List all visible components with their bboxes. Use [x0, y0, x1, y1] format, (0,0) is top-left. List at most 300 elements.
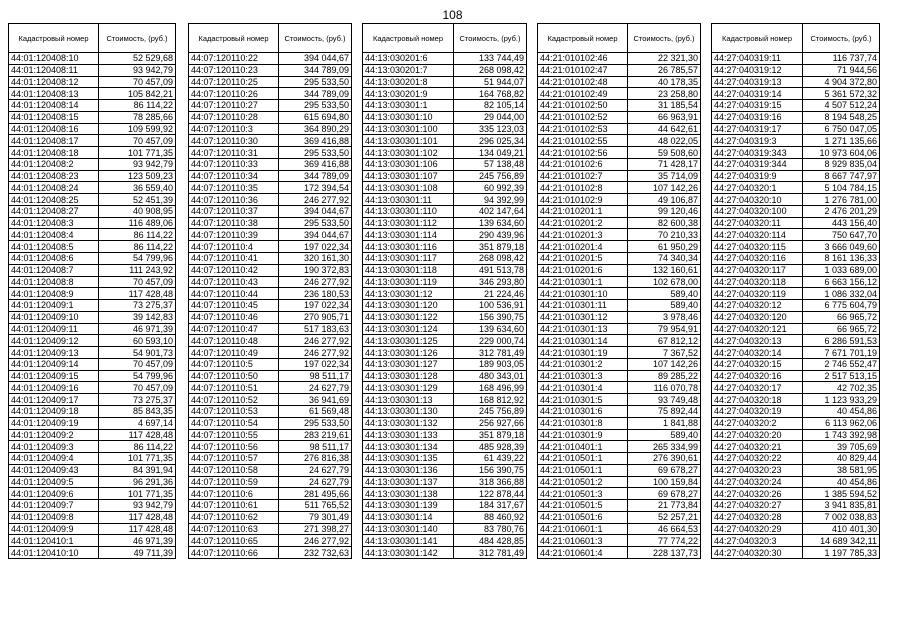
table-row: [363, 370, 527, 382]
cadastral-number: 44:21:010301:3: [538, 370, 628, 382]
table-row: [538, 123, 701, 135]
cost-value: 485 928,39: [454, 441, 527, 453]
cost-value: 290 439,96: [454, 229, 527, 241]
table-row: [9, 382, 176, 394]
cadastral-number: 44:21:010201:1: [538, 205, 628, 217]
cost-value: 123 509,23: [99, 170, 176, 182]
table-row: [9, 182, 176, 194]
cost-value: 369 416,88: [279, 135, 352, 147]
cadastral-number: 44:27:040320:118: [712, 276, 803, 288]
cost-value: 6 775 604,79: [803, 300, 880, 312]
cost-value: 116 737,74: [803, 53, 880, 65]
cost-value: 4 697,14: [99, 417, 176, 429]
table-row: [9, 158, 176, 170]
cost-value: 132 160,61: [628, 264, 701, 276]
cadastral-number: 44:27:040320:20: [712, 429, 803, 441]
cost-value: 117 428,48: [99, 429, 176, 441]
cost-value: 8 667 747,97: [803, 170, 880, 182]
cost-value: 49 711,39: [99, 547, 176, 559]
cost-value: 54 799,96: [99, 253, 176, 265]
table-row: [9, 64, 176, 76]
cost-value: 318 366,88: [454, 476, 527, 488]
cadastral-number: 44:07:120110:38: [189, 217, 279, 229]
cadastral-number: 44:01:120408:6: [9, 253, 99, 265]
table-row: [9, 88, 176, 100]
cost-value: 312 781,49: [454, 347, 527, 359]
table-row: [189, 394, 352, 406]
cadastral-number: 44:07:120110:25: [189, 76, 279, 88]
cost-value: 75 892,44: [628, 405, 701, 417]
table-row: [538, 64, 701, 76]
cost-value: 295 533,50: [279, 76, 352, 88]
cost-value: 89 285,22: [628, 370, 701, 382]
table-row: [538, 405, 701, 417]
table-row: [538, 347, 701, 359]
cost-value: 364 890,29: [279, 123, 352, 135]
cost-value: 351 879,18: [454, 429, 527, 441]
table-row: [189, 429, 352, 441]
table-row: [538, 323, 701, 335]
cadastral-number: 44:01:120408:11: [9, 64, 99, 76]
table-row: [9, 217, 176, 229]
cost-value: 7 367,52: [628, 347, 701, 359]
cadastral-number: 44:27:040319:12: [712, 64, 803, 76]
cadastral-number: 44:13:030301:107: [363, 170, 454, 182]
cadastral-number: 44:21:010601:3: [538, 535, 628, 547]
cost-value: 52 529,68: [99, 53, 176, 65]
cost-value: 86 114,22: [99, 100, 176, 112]
cost-value: 49 106,87: [628, 194, 701, 206]
cadastre-table-1: [8, 23, 176, 559]
cost-value: 36 559,40: [99, 182, 176, 194]
table-row: [363, 405, 527, 417]
cadastral-number: 44:21:010102:8: [538, 182, 628, 194]
cadastral-number: 44:27:040319:16: [712, 111, 803, 123]
cost-value: 70 457,09: [99, 382, 176, 394]
cadastral-number: 44:07:120110:52: [189, 394, 279, 406]
cost-value: 10 973 604,06: [803, 147, 880, 159]
table-row: [712, 511, 880, 523]
cost-value: 85 843,35: [99, 405, 176, 417]
cadastral-number: 44:01:120408:2: [9, 158, 99, 170]
cadastral-number: 44:07:120110:42: [189, 264, 279, 276]
table-row: [189, 182, 352, 194]
table-row: [189, 547, 352, 559]
table-row: [9, 229, 176, 241]
table-row: [538, 511, 701, 523]
cost-value: 265 334,99: [628, 441, 701, 453]
table-row: [712, 170, 880, 182]
cost-value: 98 511,17: [279, 370, 352, 382]
cost-value: 346 293,80: [454, 276, 527, 288]
table-row: [712, 405, 880, 417]
table-row: [363, 347, 527, 359]
cost-value: 39 142,83: [99, 311, 176, 323]
cost-value: 51 944,07: [454, 76, 527, 88]
cadastral-number: 44:21:010102:47: [538, 64, 628, 76]
table-row: [189, 229, 352, 241]
cost-value: 109 599,92: [99, 123, 176, 135]
cadastre-table-2: [188, 23, 352, 559]
cost-value: 82 105,14: [454, 100, 527, 112]
cadastral-number: 44:13:030301:120: [363, 300, 454, 312]
cadastral-number: 44:21:010301:19: [538, 347, 628, 359]
table-row: [363, 194, 527, 206]
cadastral-number: 44:21:010102:56: [538, 147, 628, 159]
table-row: [9, 205, 176, 217]
cadastral-number: 44:01:120409:11: [9, 323, 99, 335]
cost-value: 69 678,27: [628, 488, 701, 500]
cadastral-number: 44:21:010301:14: [538, 335, 628, 347]
table-row: [9, 276, 176, 288]
cadastral-number: 44:27:040320:22: [712, 453, 803, 465]
cost-value: 5 104 784,15: [803, 182, 880, 194]
table-row: [538, 182, 701, 194]
cost-value: 8 161 136,33: [803, 253, 880, 265]
table-row: [189, 88, 352, 100]
cost-value: 394 044,67: [279, 229, 352, 241]
cadastral-number: 44:21:010301:13: [538, 323, 628, 335]
cost-value: 320 161,30: [279, 253, 352, 265]
table-row: [363, 453, 527, 465]
table-row: [712, 441, 880, 453]
cost-value: 6 663 156,12: [803, 276, 880, 288]
cadastral-number: 44:27:040320:29: [712, 523, 803, 535]
cadastral-number: 44:13:030301:11: [363, 194, 454, 206]
cost-value: 168 812,92: [454, 394, 527, 406]
cost-value: 133 744,49: [454, 53, 527, 65]
cadastral-number: 44:01:120408:23: [9, 170, 99, 182]
cost-value: 54 799,96: [99, 370, 176, 382]
cost-value: 312 781,49: [454, 547, 527, 559]
cost-value: 70 457,09: [99, 76, 176, 88]
table-row: [189, 523, 352, 535]
cost-value: 511 765,52: [279, 500, 352, 512]
cadastral-number: 44:21:010301:6: [538, 405, 628, 417]
cost-value: 139 634,60: [454, 323, 527, 335]
cadastral-number: 44:13:030301:125: [363, 335, 454, 347]
cost-value: 74 340,34: [628, 253, 701, 265]
table-row: [9, 323, 176, 335]
cadastral-number: 44:13:030201:7: [363, 64, 454, 76]
cadastral-number: 44:21:010501:6: [538, 511, 628, 523]
cadastral-number: 44:21:010301:4: [538, 382, 628, 394]
cost-value: 66 965,72: [803, 323, 880, 335]
table-row: [189, 111, 352, 123]
cadastral-number: 44:21:010301:12: [538, 311, 628, 323]
cadastral-number: 44:13:030301:135: [363, 453, 454, 465]
cadastral-number: 44:01:120409:8: [9, 511, 99, 523]
table-row: [189, 511, 352, 523]
cost-value: 229 000,74: [454, 335, 527, 347]
table-row: [9, 358, 176, 370]
table-row: [189, 405, 352, 417]
table-row: [189, 264, 352, 276]
table-row: [538, 100, 701, 112]
cost-value: 122 878,44: [454, 488, 527, 500]
cost-value: 197 022,34: [279, 300, 352, 312]
cost-value: 295 533,50: [279, 100, 352, 112]
cost-value: 73 275,37: [99, 300, 176, 312]
table-row: [538, 500, 701, 512]
table-row: [712, 53, 880, 65]
cadastral-number: 44:01:120409:16: [9, 382, 99, 394]
cost-value: 295 533,50: [279, 217, 352, 229]
cadastral-number: 44:27:040320:28: [712, 511, 803, 523]
cost-value: 7 671 701,19: [803, 347, 880, 359]
table-row: [712, 229, 880, 241]
cost-value: 23 258,80: [628, 88, 701, 100]
table-row: [189, 323, 352, 335]
table-row: [363, 111, 527, 123]
cost-value: 2 517 513,15: [803, 370, 880, 382]
cost-value: 589,40: [628, 429, 701, 441]
cost-value: 256 927,66: [454, 417, 527, 429]
table-row: [363, 441, 527, 453]
table-row: [538, 158, 701, 170]
cost-value: 1 276 781,00: [803, 194, 880, 206]
table-row: [363, 76, 527, 88]
cadastral-number: 44:21:010102:7: [538, 170, 628, 182]
table-row: [363, 288, 527, 300]
cost-value: 1 271 135,66: [803, 135, 880, 147]
table-row: [712, 394, 880, 406]
cadastral-number: 44:01:120408:7: [9, 264, 99, 276]
cadastral-number: 44:27:040320:12: [712, 300, 803, 312]
cost-value: 69 678,27: [628, 464, 701, 476]
table-row: [189, 241, 352, 253]
cost-value: 111 243,92: [99, 264, 176, 276]
table-row: [538, 382, 701, 394]
cost-value: 8 929 835,04: [803, 158, 880, 170]
cadastral-number: 44:21:010301:2: [538, 358, 628, 370]
table-row: [9, 123, 176, 135]
cadastral-number: 44:07:120110:5: [189, 358, 279, 370]
cost-value: 88 460,92: [454, 511, 527, 523]
cost-value: 615 694,80: [279, 111, 352, 123]
cost-value: 245 756,89: [454, 170, 527, 182]
header-cost: Стоимость, (руб.): [99, 24, 176, 53]
cost-value: 60 992,39: [454, 182, 527, 194]
cadastre-table-5: [711, 23, 880, 559]
cadastral-number: 44:13:030301:118: [363, 264, 454, 276]
cadastral-number: 44:13:030301:139: [363, 500, 454, 512]
cadastral-number: 44:07:120110:28: [189, 111, 279, 123]
cadastral-number: 44:01:120409:4: [9, 453, 99, 465]
cadastral-number: 44:07:120110:50: [189, 370, 279, 382]
table-row: [712, 311, 880, 323]
cost-value: 44 642,61: [628, 123, 701, 135]
table-row: [712, 429, 880, 441]
cadastral-number: 44:01:120409:1: [9, 300, 99, 312]
cadastral-number: 44:13:030301:142: [363, 547, 454, 559]
cadastral-number: 44:01:120408:16: [9, 123, 99, 135]
cadastral-number: 44:13:030301:117: [363, 253, 454, 265]
table-row: [189, 135, 352, 147]
cadastral-number: 44:21:010301:11: [538, 300, 628, 312]
table-row: [363, 464, 527, 476]
table-row: [9, 547, 176, 559]
cost-value: 70 457,09: [99, 276, 176, 288]
cadastral-number: 44:27:040319:14: [712, 88, 803, 100]
cost-value: 197 022,34: [279, 358, 352, 370]
header-number: Кадастровый номер: [189, 24, 279, 53]
table-row: [712, 476, 880, 488]
cost-value: 184 317,67: [454, 500, 527, 512]
table-row: [538, 264, 701, 276]
cost-value: 46 971,39: [99, 535, 176, 547]
table-row: [9, 488, 176, 500]
cadastral-number: 44:13:030301:106: [363, 158, 454, 170]
table-row: [712, 276, 880, 288]
cost-value: 228 137,73: [628, 547, 701, 559]
cadastral-number: 44:07:120110:6: [189, 488, 279, 500]
cadastral-number: 44:07:120110:31: [189, 147, 279, 159]
table-row: [189, 288, 352, 300]
cadastral-number: 44:13:030301:101: [363, 135, 454, 147]
table-row: [538, 370, 701, 382]
table-row: [712, 323, 880, 335]
table-row: [9, 476, 176, 488]
cadastral-number: 44:27:040319:344: [712, 158, 803, 170]
cadastral-number: 44:07:120110:23: [189, 64, 279, 76]
table-row: [712, 382, 880, 394]
table-row: [189, 464, 352, 476]
cost-value: 270 905,71: [279, 311, 352, 323]
table-row: [9, 523, 176, 535]
table-row: [538, 311, 701, 323]
cost-value: 39 705,69: [803, 441, 880, 453]
table-row: [363, 241, 527, 253]
table-row: [363, 300, 527, 312]
cadastral-number: 44:27:040320:21: [712, 441, 803, 453]
table-row: [189, 170, 352, 182]
cost-value: 107 142,26: [628, 358, 701, 370]
cost-value: 484 428,85: [454, 535, 527, 547]
table-row: [9, 135, 176, 147]
table-row: [363, 182, 527, 194]
cost-value: 61 439,22: [454, 453, 527, 465]
cost-value: 93 942,79: [99, 158, 176, 170]
cost-value: 232 732,63: [279, 547, 352, 559]
cadastral-number: 44:13:030201:9: [363, 88, 454, 100]
cadastral-number: 44:13:030301:10: [363, 111, 454, 123]
cadastral-number: 44:21:010201:4: [538, 241, 628, 253]
table-row: [363, 382, 527, 394]
cost-value: 1 743 392,98: [803, 429, 880, 441]
cadastral-number: 44:27:040320:114: [712, 229, 803, 241]
table-row: [712, 241, 880, 253]
table-row: [9, 429, 176, 441]
cost-value: 268 098,42: [454, 64, 527, 76]
table-row: [189, 347, 352, 359]
cost-value: 82 600,38: [628, 217, 701, 229]
table-row: [189, 382, 352, 394]
table-row: [189, 64, 352, 76]
cost-value: 46 971,39: [99, 323, 176, 335]
cost-value: 283 219,61: [279, 429, 352, 441]
header-number: Кадастровый номер: [712, 24, 803, 53]
table-row: [189, 276, 352, 288]
table-row: [712, 217, 880, 229]
cadastral-number: 44:27:040320:26: [712, 488, 803, 500]
cadastral-number: 44:01:120409:9: [9, 523, 99, 535]
table-row: [189, 76, 352, 88]
table-row: [712, 335, 880, 347]
table-row: [9, 464, 176, 476]
table-row: [9, 194, 176, 206]
table-row: [9, 300, 176, 312]
cadastral-number: 44:27:040319:13: [712, 76, 803, 88]
table-row: [363, 417, 527, 429]
cadastral-number: 44:07:120110:46: [189, 311, 279, 323]
cadastral-number: 44:21:010201:3: [538, 229, 628, 241]
cost-value: 77 774,22: [628, 535, 701, 547]
table-row: [189, 147, 352, 159]
cadastral-number: 44:21:010501:1: [538, 464, 628, 476]
table-row: [9, 394, 176, 406]
table-row: [712, 358, 880, 370]
table-row: [189, 53, 352, 65]
cost-value: 1 033 689,00: [803, 264, 880, 276]
table-row: [9, 347, 176, 359]
table-row: [538, 76, 701, 88]
table-row: [189, 217, 352, 229]
cadastral-number: 44:07:120110:39: [189, 229, 279, 241]
cost-value: 38 581,95: [803, 464, 880, 476]
cost-value: 164 768,82: [454, 88, 527, 100]
cost-value: 156 390,75: [454, 464, 527, 476]
cost-value: 52 451,39: [99, 194, 176, 206]
cadastral-number: 44:13:030301:122: [363, 311, 454, 323]
cost-value: 3 666 049,60: [803, 241, 880, 253]
cost-value: 236 180,53: [279, 288, 352, 300]
cadastral-number: 44:07:120110:45: [189, 300, 279, 312]
cost-value: 1 841,88: [628, 417, 701, 429]
table-row: [712, 500, 880, 512]
cost-value: 139 634,60: [454, 217, 527, 229]
cadastral-number: 44:01:120408:3: [9, 217, 99, 229]
cost-value: 84 391,94: [99, 464, 176, 476]
cadastral-number: 44:01:120409:18: [9, 405, 99, 417]
cost-value: 36 941,69: [279, 394, 352, 406]
cost-value: 1 086 332,04: [803, 288, 880, 300]
cadastral-number: 44:01:120408:15: [9, 111, 99, 123]
cost-value: 93 942,79: [99, 64, 176, 76]
cadastre-table-4: [537, 23, 701, 559]
cadastral-number: 44:01:120408:27: [9, 205, 99, 217]
cadastral-number: 44:01:120408:18: [9, 147, 99, 159]
cadastral-number: 44:27:040319:343: [712, 147, 803, 159]
table-row: [189, 100, 352, 112]
cost-value: 24 627,79: [279, 464, 352, 476]
table-row: [363, 488, 527, 500]
table-row: [538, 488, 701, 500]
cadastral-number: 44:21:010102:52: [538, 111, 628, 123]
table-row: [712, 547, 880, 559]
table-row: [538, 535, 701, 547]
table-row: [189, 417, 352, 429]
cadastral-number: 44:27:040320:24: [712, 476, 803, 488]
table-row: [189, 335, 352, 347]
cost-value: 35 714,09: [628, 170, 701, 182]
cadastral-number: 44:27:040320:19: [712, 405, 803, 417]
cost-value: 67 812,12: [628, 335, 701, 347]
cost-value: 6 750 047,05: [803, 123, 880, 135]
cost-value: 7 002 038,83: [803, 511, 880, 523]
table-row: [363, 547, 527, 559]
table-row: [363, 511, 527, 523]
